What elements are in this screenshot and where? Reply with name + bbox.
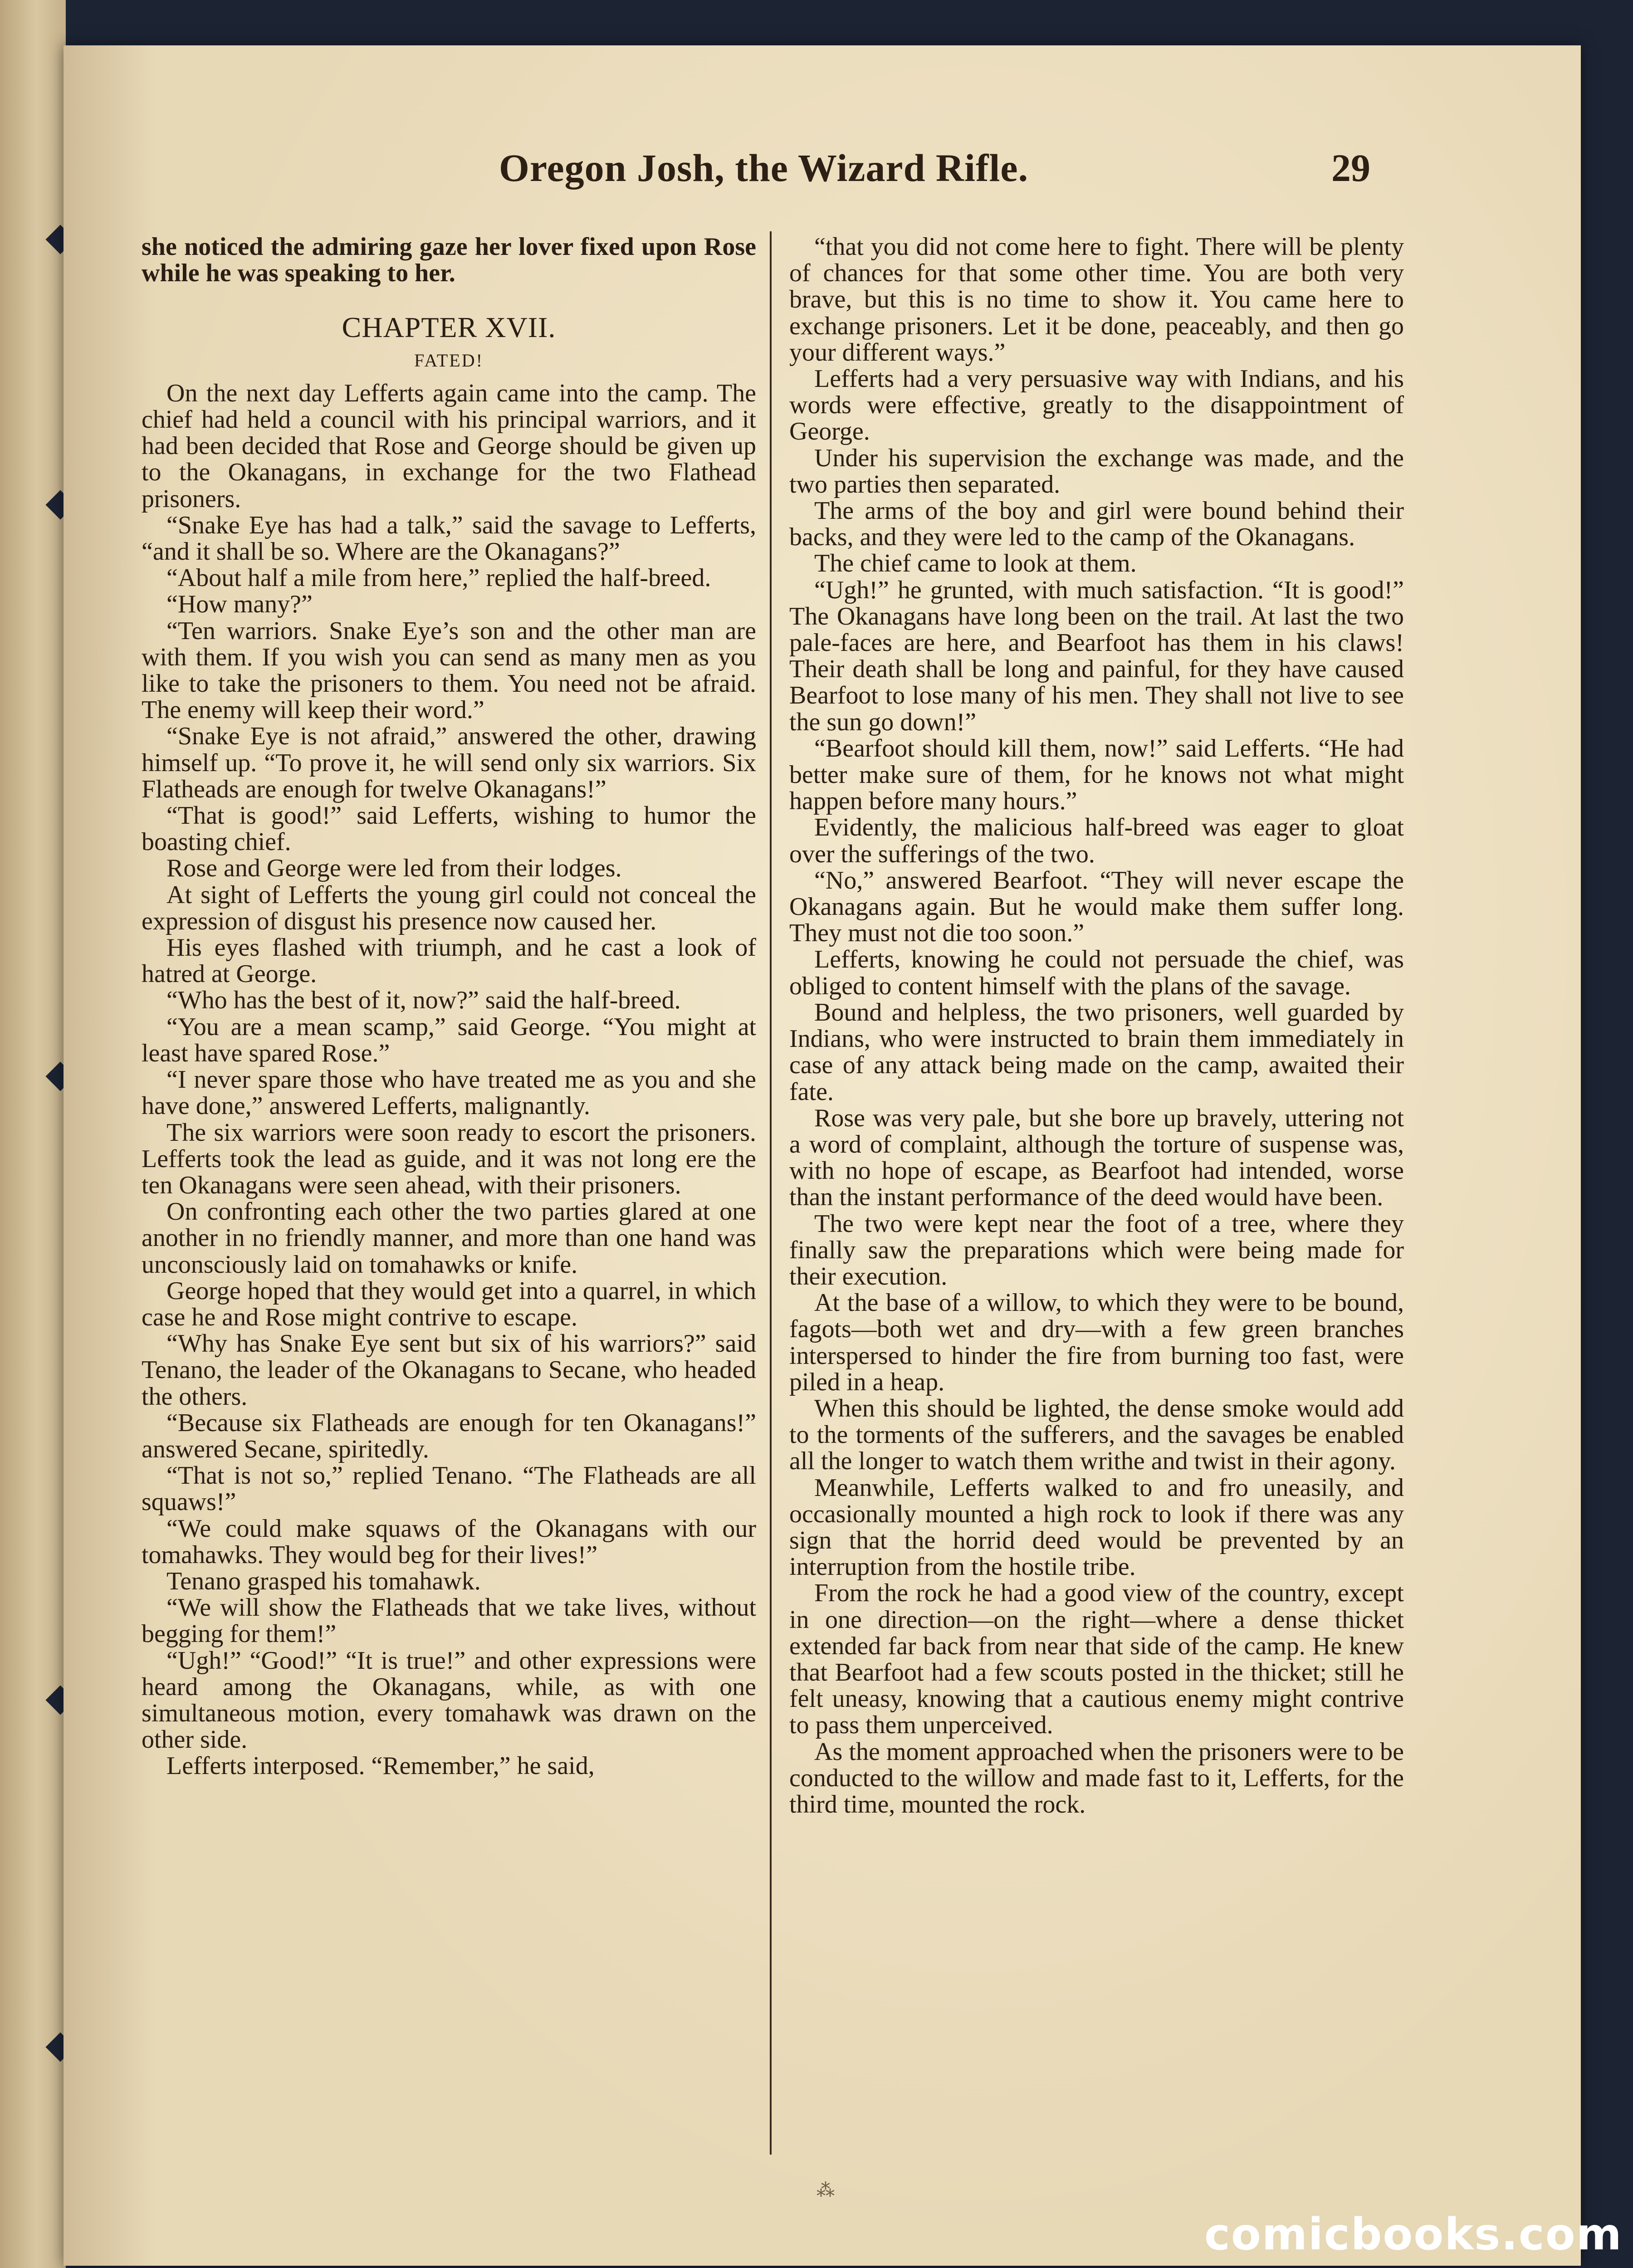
paragraph: “About half a mile from here,” replied the half-breed. [166,564,711,592]
paragraph: When this should be lighted, the dense smoke would add to the torments of the sufferers, and the savages be enabled all the longer to watch them writhe and twist in their agony. [789,1394,1404,1476]
paragraph: “I never spare those who have treated me as you and she have done,” answered Lefferts, malignantly. [142,1066,756,1120]
running-title: Oregon Josh, the Wizard Rifle. [499,146,1029,190]
book-page [64,45,1581,2266]
left-paragraphs [142,380,756,1779]
paragraph: “How many?” [166,590,313,619]
paragraph: Meanwhile, Lefferts walked to and fro uneasily, and occasionally mounted a high rock to look if there was any sign that the horrid deed would be prevented by an interruption from the hostile tribe. [789,1473,1404,1581]
right-column [789,234,1404,1818]
paragraph: At sight of Lefferts the young girl could not conceal the expression of disgust his presence now caused her. [142,880,756,935]
paragraph: “No,” answered Bearfoot. “They will never escape the Okanagans again. But he would make them suffer long. They must not die too soon.” [789,866,1404,948]
paragraph: Rose and George were led from their lodges. [166,854,622,883]
end-ornament: ⁂ [816,2180,835,2200]
paragraph: The arms of the boy and girl were bound behind their backs, and they were led to the camp of the Okanagans. [789,497,1404,552]
left-column [142,234,756,1779]
column-divider [770,231,772,2155]
paragraph: Tenano grasped his tomahawk. [166,1567,481,1595]
paragraph: “Snake Eye has had a talk,” said the savage to Lefferts, “and it shall be so. Where are the Okanagans?” [142,511,756,566]
continued-paragraph: she noticed the admiring gaze her lover fixed upon Rose while he was speaking to her. [142,233,756,288]
paragraph: His eyes flashed with triumph, and he cast a look of hatred at George. [142,934,756,988]
page-number: 29 [1331,146,1370,190]
paragraph: “that you did not come here to fight. There will be plenty of chances for that some other time. You are both very brave, but this is no time to show it. You came here to exchange prisoners. Let it be done, peaceably, and then go your different ways.” [789,233,1404,367]
paragraph: “You are a mean scamp,” said George. “You might at least have spared Rose.” [142,1012,756,1067]
paragraph: Bound and helpless, the two prisoners, well guarded by Indians, who were instructed to brain them immediately in case of any attack being made on the camp, awaited their fate. [789,998,1404,1106]
paragraph: At the base of a willow, to which they were to be bound, fagots—both wet and dry—with a few green branches interspersed to hinder the fire from burning too fast, were piled in a heap. [789,1289,1404,1396]
paragraph: “Ugh!” “Good!” “It is true!” and other expressions were heard among the Okanagans, while, as with one simultaneous motion, every tomahawk was drawn on the other side. [142,1646,756,1754]
paragraph: From the rock he had a good view of the country, except in one direction—on the right—where a dense thicket extended far back from near that side of the camp. He knew that Bearfoot had a few scouts posted in the thicket; still he felt uneasy, knowing that a cautious enemy might contrive to pass them unperceived. [789,1579,1404,1740]
paragraph: “Ten warriors. Snake Eye’s son and the other man are with them. If you wish you can send as many men as you like to take the prisoners to them. You need not be afraid. The enemy will keep their word.” [142,616,756,724]
paragraph: Under his supervision the exchange was made, and the two parties then separated. [789,444,1404,499]
paragraph: Lefferts, knowing he could not persuade the chief, was obliged to content himself with the plans of the savage. [789,945,1404,1000]
paragraph: “Ugh!” he grunted, with much satisfaction. “It is good!” The Okanagans have long been on the trail. At last the two pale-faces are here, and Bearfoot has them in his claws! Their death shall be long and painful, for they have caused Bearfoot to lose many of his men. They shall not live to see the sun go down!” [789,576,1404,736]
running-header [64,145,1581,200]
paragraph: “Because six Flatheads are enough for ten Okanagans!” answered Secane, spiritedly. [142,1408,756,1463]
paragraph: The chief came to look at them. [814,549,1137,578]
paragraph: “We could make squaws of the Okanagans with our tomahawks. They would beg for their lives!” [142,1514,756,1569]
paragraph: “That is good!” said Lefferts, wishing to humor the boasting chief. [142,802,756,856]
paragraph: “We will show the Flatheads that we take lives, without begging for them!” [142,1593,756,1648]
paragraph: “Who has the best of it, now?” said the half-breed. [166,986,681,1015]
site-watermark: comicbooks.com [1204,2209,1623,2260]
paragraph: Lefferts interposed. “Remember,” he said, [166,1752,595,1780]
paragraph: The six warriors were soon ready to escort the prisoners. Lefferts took the lead as guide, and it was not long ere the ten Okanagans were seen ahead, with their prisoners. [142,1118,756,1199]
paragraph: The two were kept near the foot of a tree, where they finally saw the preparations which were being made for their execution. [789,1209,1404,1290]
paragraph: Rose was very pale, but she bore up bravely, uttering not a word of complaint, although the torture of suspense was, with no hope of escape, as Bearfoot had intended, worse than the instant performance of the deed would have been. [789,1104,1404,1212]
paragraph: “Bearfoot should kill them, now!” said Lefferts. “He had better make sure of them, for he knows not what might happen before many hours.” [789,734,1404,816]
paragraph: “Why has Snake Eye sent but six of his warriors?” said Tenano, the leader of the Okanagans to Secane, who headed the others. [142,1330,756,1411]
chapter-subtitle: FATED! [414,350,484,371]
paragraph: Evidently, the malicious half-breed was eager to gloat over the sufferings of the two. [789,813,1404,868]
right-paragraphs [789,234,1404,1818]
chapter-title: CHAPTER XVII. [342,311,556,344]
paragraph: George hoped that they would get into a quarrel, in which case he and Rose might contrive to escape. [142,1276,756,1331]
paragraph: On the next day Lefferts again came into the camp. The chief had held a council with his principal warriors, and it had been decided that Rose and George should be given up to the Okanagans, in exchange for the two Flathead prisoners. [142,379,756,513]
paragraph: “That is not so,” replied Tenano. “The Flatheads are all squaws!” [142,1461,756,1516]
paragraph: “Snake Eye is not afraid,” answered the other, drawing himself up. “To prove it, he will send only six warriors. Six Flatheads are enough for twelve Okanagans!” [142,722,756,803]
paragraph: Lefferts had a very persuasive way with Indians, and his words were effective, greatly to the disappointment of George. [789,365,1404,446]
paragraph: As the moment approached when the prisoners were to be conducted to the willow and made fast to it, Lefferts, for the third time, mounted the rock. [789,1737,1404,1818]
paragraph: On confronting each other the two parties glared at one another in no friendly manner, and more than one hand was unconsciously laid on tomahawks or knife. [142,1198,756,1279]
